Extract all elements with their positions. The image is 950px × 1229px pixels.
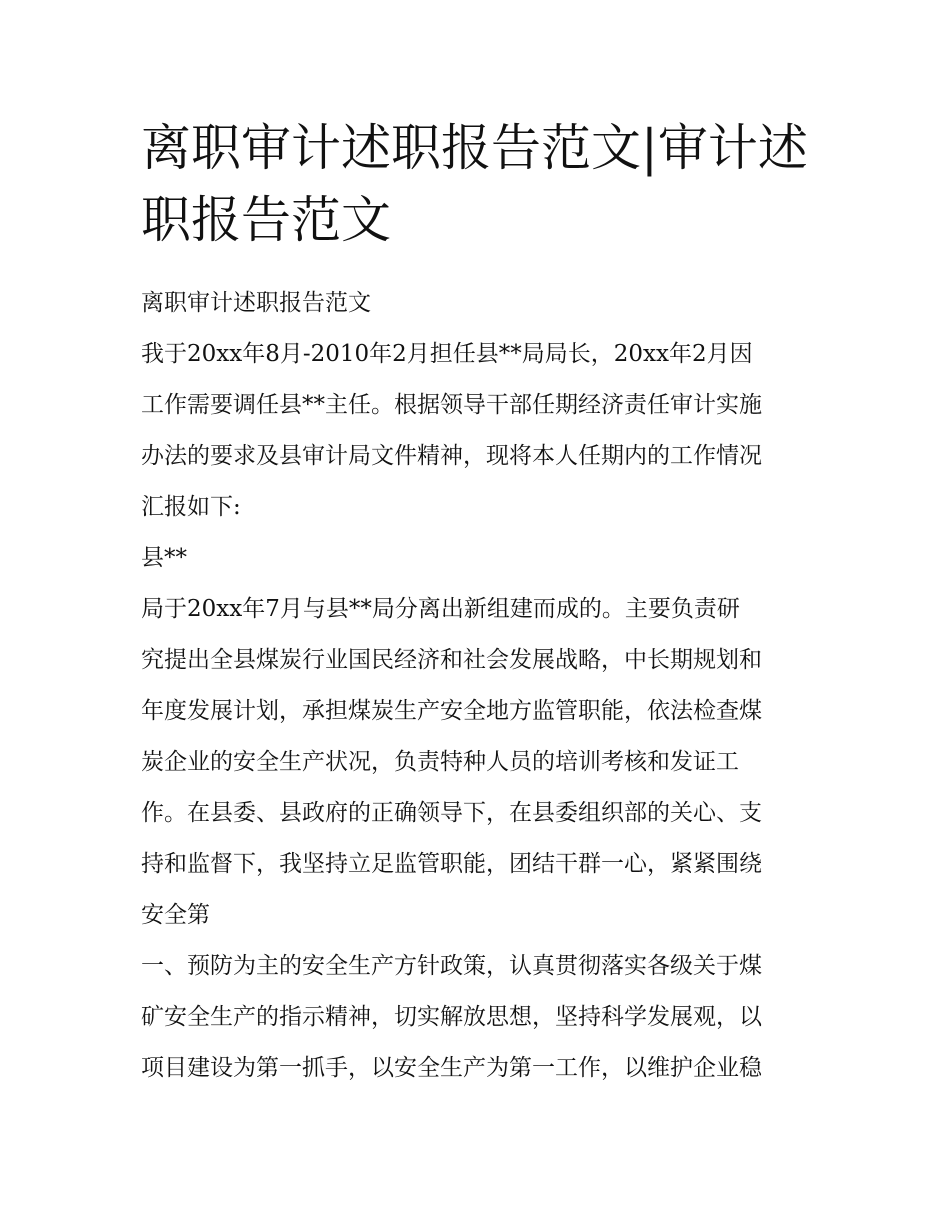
- text-line: 矿安全生产的指示精神，切实解放思想，坚持科学发展观，以: [141, 1004, 762, 1030]
- text-line: 局于20xx年7月与县**局分离出新组建而成的。主要负责研: [141, 596, 740, 622]
- paragraph-safety-policy: [141, 941, 821, 1094]
- text-line: 工作需要调任县**主任。根据领导干部任期经济责任审计实施: [141, 392, 762, 418]
- text-line: 项目建设为第一抓手，以安全生产为第一工作，以维护企业稳: [141, 1055, 762, 1081]
- document-content: [141, 112, 821, 1094]
- text-line: 县**: [141, 545, 187, 571]
- title-line: 职报告范文: [141, 191, 391, 249]
- title-line: 离职审计述职报告范文|审计述: [141, 119, 808, 177]
- paragraph-bureau-duties: [141, 584, 821, 941]
- document-subtitle: 离职审计述职报告范文: [141, 290, 371, 316]
- text-line: 持和监督下，我坚持立足监管职能，团结干群一心，紧紧围绕: [141, 851, 762, 877]
- text-line: 炭企业的安全生产状况，负责特种人员的培训考核和发证工: [141, 749, 739, 775]
- text-line: 安全第: [141, 902, 210, 928]
- document-title: [141, 112, 821, 256]
- paragraph-intro: [141, 329, 821, 533]
- text-line: 办法的要求及县审计局文件精神，现将本人任期内的工作情况: [141, 443, 762, 469]
- text-line: 究提出全县煤炭行业国民经济和社会发展战略，中长期规划和: [141, 647, 762, 673]
- text-line: 作。在县委、县政府的正确领导下，在县委组织部的关心、支: [141, 800, 762, 826]
- text-line: 汇报如下:: [141, 494, 241, 520]
- text-line: 年度发展计划，承担煤炭生产安全地方监管职能，依法检查煤: [141, 698, 762, 724]
- paragraph-county-label: [141, 533, 821, 584]
- text-line: 一、预防为主的安全生产方针政策，认真贯彻落实各级关于煤: [141, 953, 762, 979]
- text-line: 我于20xx年8月-2010年2月担任县**局局长，20xx年2月因: [141, 341, 753, 367]
